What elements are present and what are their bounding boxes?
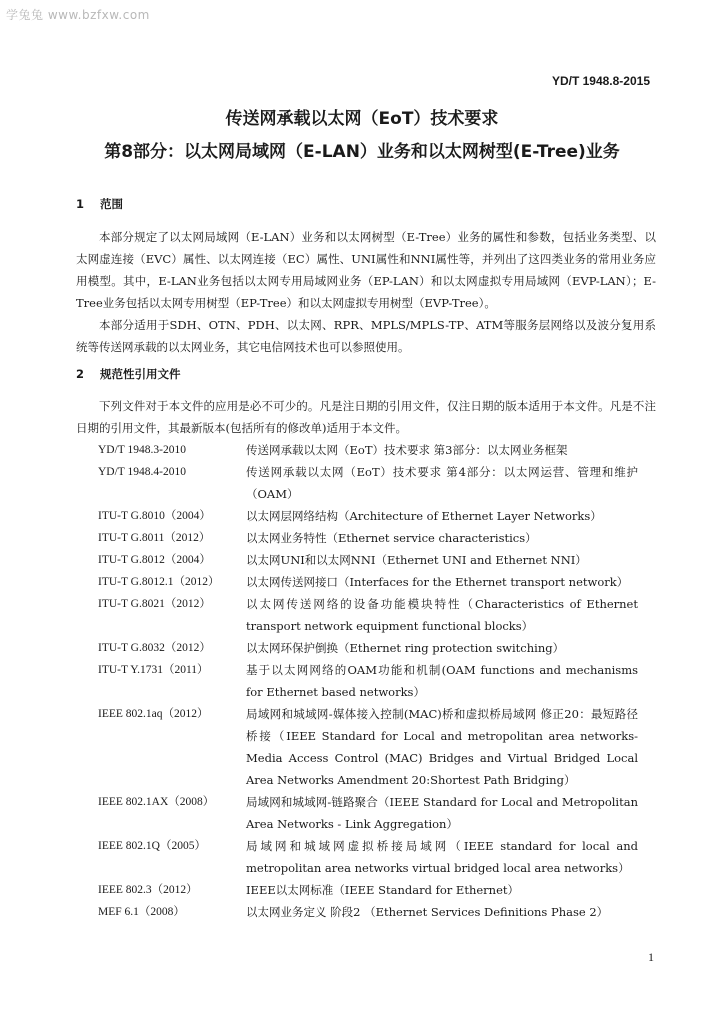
reference-code: MEF 6.1（2008） <box>98 906 185 918</box>
section-number: 2 <box>76 367 85 381</box>
reference-title: 局域网和城域网虚拟桥接局域网（IEEE standard for local and metropolitan area networks virtual bridged local area networks） <box>246 839 638 875</box>
reference-title: 以太网业务特性（Ethernet service characteristics） <box>246 531 537 545</box>
reference-code: ITU-T G.8021（2012） <box>98 598 211 610</box>
reference-item <box>98 791 658 835</box>
reference-code: ITU-T G.8012（2004） <box>98 554 211 566</box>
reference-item <box>98 659 658 703</box>
reference-code: YD/T 1948.3-2010 <box>98 444 186 456</box>
reference-code: IEEE 802.1AX（2008） <box>98 796 215 808</box>
reference-code: IEEE 802.1Q（2005） <box>98 840 206 852</box>
reference-code: YD/T 1948.4-2010 <box>98 466 186 478</box>
reference-title: 局域网和城域网-媒体接入控制(MAC)桥和虚拟桥局域网 修正20：最短路径桥接（IEEE Standard for Local and metropolitan area networks-Media Access Control (MAC) Bridges and Virtual Bridged Local Area Networks Amendment 20:Shortest Path Bridging） <box>246 707 638 787</box>
reference-title: 以太网UNI和以太网NNI（Ethernet UNI and Ethernet NNI） <box>246 553 587 567</box>
reference-item <box>98 901 658 923</box>
reference-item <box>98 637 658 659</box>
reference-item <box>98 439 658 461</box>
reference-item <box>98 879 658 901</box>
reference-item <box>98 593 658 637</box>
reference-title: 以太网业务定义 阶段2 （Ethernet Services Definitions Phase 2） <box>246 905 609 919</box>
section-title: 规范性引用文件 <box>100 367 181 381</box>
section-1-heading <box>76 196 123 212</box>
reference-title: 以太网层网络结构（Architecture of Ethernet Layer Networks） <box>246 509 602 523</box>
reference-item <box>98 835 658 879</box>
reference-title: 传送网承载以太网（EoT）技术要求 第4部分：以太网运营、管理和维护（OAM） <box>246 465 638 501</box>
reference-code: ITU-T G.8010（2004） <box>98 510 211 522</box>
section-number: 1 <box>76 197 85 211</box>
reference-item <box>98 571 658 593</box>
reference-title: 以太网传送网接口（Interfaces for the Ethernet transport network） <box>246 575 629 589</box>
reference-code: IEEE 802.3（2012） <box>98 884 198 896</box>
reference-item <box>98 505 658 527</box>
watermark: 学兔兔 www.bzfxw.com <box>6 8 150 22</box>
section-title: 范围 <box>100 197 123 211</box>
standard-number: YD/T 1948.8-2015 <box>551 74 650 88</box>
section-2-heading <box>76 366 181 382</box>
reference-title: 基于以太网网络的OAM功能和机制(OAM functions and mechanisms for Ethernet based networks） <box>246 663 638 699</box>
reference-code: ITU-T G.8011（2012） <box>98 532 211 544</box>
section-1-paragraph-1: 本部分规定了以太网局域网（E-LAN）业务和以太网树型（E-Tree）业务的属性和参数，包括业务类型、以太网虚连接（EVC）属性、以太网连接（EC）属性、UNI属性和NNI属性等，并列出了这四类业务的常用业务应用模型。其中，E-LAN业务包括以太网专用局域网业务（EP-LAN）和以太网虚拟专用局域网（EVP-LAN）；E-Tree业务包括以太网专用树型（EP-Tree）和以太网虚拟专用树型（EVP-Tree）。 <box>76 230 656 310</box>
document-title: 传送网承载以太网（EoT）技术要求 <box>225 109 499 129</box>
reference-title: 以太网传送网络的设备功能模块特性（Characteristics of Ethernet transport network equipment functional blocks） <box>246 597 638 633</box>
reference-item <box>98 703 658 791</box>
section-1-paragraph-2: 本部分适用于SDH、OTN、PDH、以太网、RPR、MPLS/MPLS-TP、ATM等服务层网络以及波分复用系统等传送网承载的以太网业务，其它电信网技术也可以参照使用。 <box>76 318 656 354</box>
reference-code: ITU-T Y.1731（2011） <box>98 664 209 676</box>
reference-title: 以太网环保护倒换（Ethernet ring protection switching） <box>246 641 565 655</box>
reference-title: 传送网承载以太网（EoT）技术要求 第3部分：以太网业务框架 <box>246 443 568 457</box>
page-number: 1 <box>648 950 654 964</box>
reference-code: IEEE 802.1aq（2012） <box>98 708 209 720</box>
reference-title: 局域网和城域网-链路聚合（IEEE Standard for Local and Metropolitan Area Networks - Link Aggregation） <box>246 795 638 831</box>
reference-list <box>98 439 658 923</box>
section-2-intro: 下列文件对于本文件的应用是必不可少的。凡是注日期的引用文件，仅注日期的版本适用于本文件。凡是不注日期的引用文件，其最新版本(包括所有的修改单)适用于本文件。 <box>76 399 656 435</box>
reference-code: ITU-T G.8012.1（2012） <box>98 576 220 588</box>
reference-item <box>98 527 658 549</box>
document-subtitle: 第8部分：以太网局域网（E-LAN）业务和以太网树型(E-Tree)业务 <box>104 142 620 162</box>
reference-code: ITU-T G.8032（2012） <box>98 642 211 654</box>
reference-item <box>98 549 658 571</box>
reference-item <box>98 461 658 505</box>
reference-title: IEEE以太网标准（IEEE Standard for Ethernet） <box>246 883 519 897</box>
